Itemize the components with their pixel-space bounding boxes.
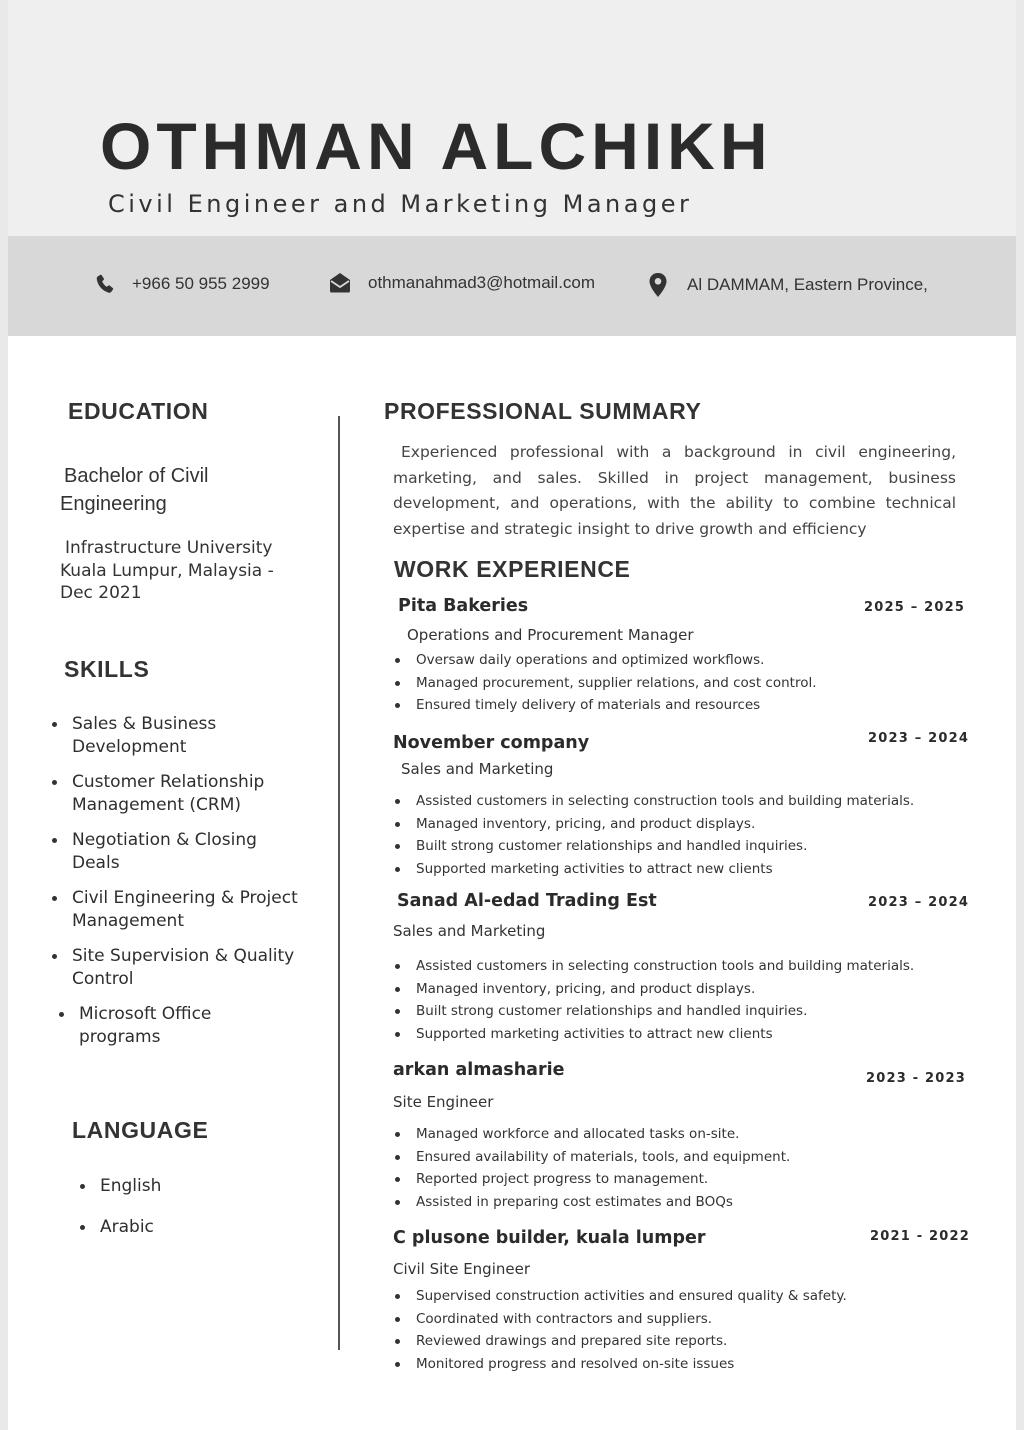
language-item: Arabic xyxy=(79,1216,161,1239)
envelope-icon xyxy=(328,272,352,294)
duty-item: Supported marketing activities to attract new clients xyxy=(393,858,914,881)
job-dates: 2023 - 2023 xyxy=(866,1071,967,1086)
duty-item: Monitored progress and resolved on-site issues xyxy=(393,1353,847,1376)
university-line-1: Infrastructure University xyxy=(65,538,273,558)
duty-item: Supported marketing activities to attract new clients xyxy=(393,1023,914,1046)
skill-item: Microsoft Office programs xyxy=(60,1003,239,1049)
duty-item: Assisted customers in selecting construction tools and building materials. xyxy=(393,955,914,978)
job-company: Pita Bakeries xyxy=(398,596,529,616)
job-duties xyxy=(393,649,817,717)
job-company: November company xyxy=(393,733,590,753)
phone-icon xyxy=(94,272,116,296)
education-heading: EDUCATION xyxy=(68,398,209,424)
duty-item: Oversaw daily operations and optimized workflows. xyxy=(393,649,817,672)
duty-item: Ensured timely delivery of materials and resources xyxy=(393,694,817,717)
skill-item: Civil Engineering & Project Management xyxy=(53,887,302,933)
language-heading: LANGUAGE xyxy=(72,1117,209,1143)
contact-phone xyxy=(94,272,270,296)
job-duties xyxy=(393,1123,790,1213)
job-role: Sales and Marketing xyxy=(393,922,546,940)
job-dates: 2023 – 2024 xyxy=(868,895,970,910)
contact-location xyxy=(648,272,928,298)
contact-email xyxy=(328,272,595,294)
location-text: Al DAMMAM, Eastern Province, xyxy=(687,275,928,294)
university-line-3: Dec 2021 xyxy=(60,583,142,603)
duty-item: Built strong customer relationships and handled inquiries. xyxy=(393,835,914,858)
email-text: othmanahmad3@hotmail.com xyxy=(368,273,596,292)
language-list xyxy=(79,1175,161,1257)
duty-item: Coordinated with contractors and suppliers. xyxy=(393,1308,847,1331)
job-dates: 2023 – 2024 xyxy=(868,731,970,746)
job-company: Sanad Al-edad Trading Est xyxy=(397,891,657,911)
skills-list xyxy=(53,713,302,1061)
phone-text: +966 50 955 2999 xyxy=(132,274,270,293)
degree-line-2: Engineering xyxy=(60,493,167,515)
work-heading: WORK EXPERIENCE xyxy=(394,556,631,582)
job-role: Civil Site Engineer xyxy=(393,1260,530,1278)
resume-page xyxy=(8,0,1016,1430)
column-divider xyxy=(338,416,340,1350)
job-company: arkan almasharie xyxy=(393,1060,565,1080)
job-title: Civil Engineer and Marketing Manager xyxy=(108,190,693,218)
duty-item: Reported project progress to management. xyxy=(393,1168,790,1191)
job-role: Sales and Marketing xyxy=(401,760,554,778)
language-item: English xyxy=(79,1175,161,1198)
duty-item: Assisted in preparing cost estimates and BOQs xyxy=(393,1191,790,1214)
degree-line-1: Bachelor of Civil xyxy=(64,465,209,487)
person-name: OTHMAN ALCHIKH xyxy=(100,109,773,183)
job-duties xyxy=(393,1285,847,1375)
location-pin-icon xyxy=(648,272,668,298)
duty-item: Managed procurement, supplier relations, and cost control. xyxy=(393,672,817,695)
duty-item: Supervised construction activities and ensured quality & safety. xyxy=(393,1285,847,1308)
job-company: C plusone builder, kuala lumper xyxy=(393,1228,706,1248)
duty-item: Reviewed drawings and prepared site reports. xyxy=(393,1330,847,1353)
job-role: Operations and Procurement Manager xyxy=(407,626,694,644)
duty-item: Ensured availability of materials, tools, and equipment. xyxy=(393,1146,790,1169)
duty-item: Managed inventory, pricing, and product displays. xyxy=(393,978,914,1001)
job-role: Site Engineer xyxy=(393,1093,494,1111)
duty-item: Assisted customers in selecting construction tools and building materials. xyxy=(393,790,914,813)
skills-heading: SKILLS xyxy=(64,656,150,682)
skill-item: Customer Relationship Management (CRM) xyxy=(53,771,302,817)
job-dates: 2025 – 2025 xyxy=(864,600,966,615)
skill-item: Sales & Business Development xyxy=(53,713,302,759)
job-dates: 2021 - 2022 xyxy=(870,1229,971,1244)
header xyxy=(8,0,1016,236)
job-duties xyxy=(393,790,914,880)
job-duties xyxy=(393,955,914,1045)
duty-item: Built strong customer relationships and handled inquiries. xyxy=(393,1000,914,1023)
contact-bar xyxy=(8,236,1016,336)
duty-item: Managed inventory, pricing, and product displays. xyxy=(393,813,914,836)
summary-text: Experienced professional with a background in civil engineering, marketing, and sales. Skilled in project management, business development, and operations, with the ability to combine technical expertise and strategic insight to drive growth and efficiency xyxy=(393,443,956,538)
skill-item: Site Supervision & Quality Control xyxy=(53,945,302,991)
university-line-2: Kuala Lumpur, Malaysia - xyxy=(60,561,274,581)
skill-item: Negotiation & Closing Deals xyxy=(53,829,302,875)
summary-heading: PROFESSIONAL SUMMARY xyxy=(384,398,702,424)
duty-item: Managed workforce and allocated tasks on-site. xyxy=(393,1123,790,1146)
